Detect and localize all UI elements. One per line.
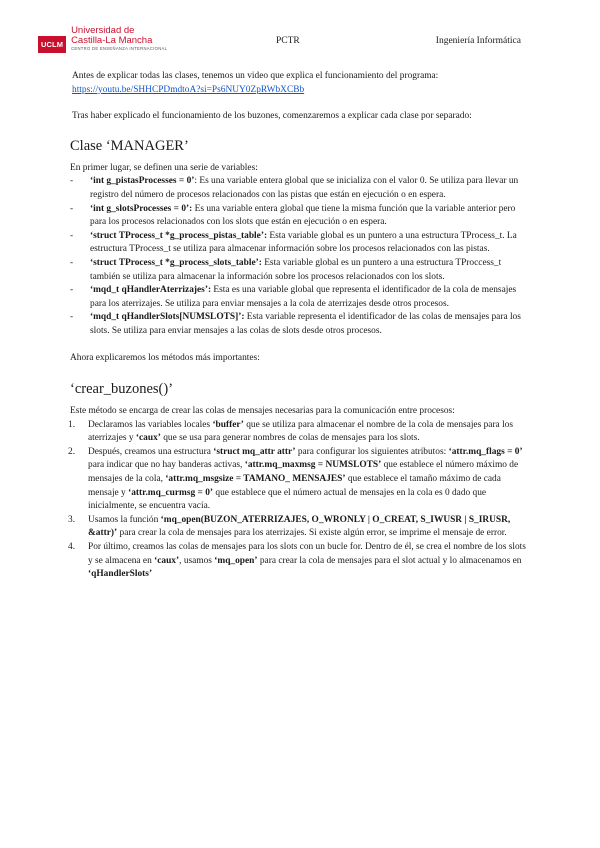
list-item: 4. Por último, creamos las colas de mensajes para los slots con un bucle for. Dentro de él, se crea el nombre de los slots y se almacena en ‘caux’, usamos ‘mq_open’ para crear la cola de mensajes para el slot actual y lo almacenamos en ‘qHandlerSlots’ xyxy=(68,542,526,580)
list-item: - ‘int g_slotsProcesses = 0’: Es una variable entera global que tiene la misma función que la variable anterior pero para los procesos relacionados con los slots que están en ejecución o en espera. xyxy=(54,203,528,230)
university-logo xyxy=(38,26,167,53)
list-item: - ‘struct TProcess_t *g_process_slots_table’: Esta variable global es un puntero a una estructura TProccess_t también se utiliza para almacenar la información sobre los procesos relacionados con los slots. xyxy=(54,257,528,284)
logo-line-2: Castilla-La Mancha xyxy=(71,34,153,46)
intro-paragraph-2: Tras haber explicado el funcionamiento de los buzones, comenzaremos a explicar cada clase por separado: xyxy=(72,111,472,122)
logo-line-1: Universidad de xyxy=(71,25,135,36)
logo-line-3: CENTRO DE ENSEÑANZA INTERNACIONAL xyxy=(71,45,168,51)
list-item: - ‘mqd_t qHandlerAterrizajes’: Esta es una variable global que representa el identificador de la cola de mensajes para los aterrizajes. Se utiliza para enviar mensajes a la cola de aterrizajes desde otros procesos. xyxy=(54,284,528,311)
section-title-manager: Clase ‘MANAGER’ xyxy=(70,137,189,154)
intro-text: Antes de explicar todas las clases, tenemos un video que explica el funcionamiento del programa: xyxy=(72,71,439,81)
video-link[interactable]: https://youtu.be/SHHCPDmdtoA?si=Ps6NUY0ZpRWbXCBb xyxy=(72,84,305,95)
logo-text xyxy=(71,26,167,51)
variables-intro: En primer lugar, se definen una serie de variables: xyxy=(70,162,258,173)
crear-intro: Este método se encarga de crear las colas de mensajes necesarias para la comunicación entre procesos: xyxy=(70,406,455,417)
list-item: - ‘struct TProcess_t *g_process_pistas_table’: Esta variable global es un puntero a una estructura TProcess_t. La estructura TProcess_t se utiliza para almacenar información sobre los procesos relacionados con las pistas. xyxy=(54,230,528,257)
intro-paragraph xyxy=(72,70,528,97)
list-item: 1. Declaramos las variables locales ‘buffer’ que se utiliza para almacenar el nombre de la cola de mensajes para los aterrizajes y ‘caux’ que se usa para generar nombres de colas de mensajes para los slots. xyxy=(68,419,514,444)
list-item: 2. Después, creamos una estructura ‘struct mq_attr attr’ para configurar los siguientes atributos: ‘attr.mq_flags = 0’ para indicar que no hay banderas activas, ‘attr.mq_maxmsg = NUMSLOTS’ que establece el número máximo de mensajes de la cola, ‘attr.mq_msgsize = TAMANO_ MENSAJES’ que establece el tamaño máximo de cada mensaje y ‘attr.mq_curmsg = 0’ que establece que el número actual de mensajes en la cola es 0 dado que inicialmente, se encuentra vacía. xyxy=(68,446,523,512)
page-header xyxy=(0,26,600,60)
list-item: 3. Usamos la función ‘mq_open(BUZON_ATERRIZAJES, O_WRONLY | O_CREAT, S_IWUSR | S_IRUSR, &attr)’ para crear la cola de mensajes para los aterrizajes. Si existe algún error, se imprime el mensaje de error. xyxy=(68,514,511,539)
document-body xyxy=(68,70,528,582)
variables-list xyxy=(72,175,528,338)
list-item: - ‘mqd_t qHandlerSlots[NUMSLOTS]’: Esta variable representa el identificador de las colas de mensajes para los slots. Se utiliza para enviar mensajes a las colas de slots desde otros procesos. xyxy=(54,311,528,338)
list-item: - ‘int g_pistasProcesses = 0’: Es una variable entera global que se inicializa con el valor 0. Se utiliza para llevar un registro del número de procesos relacionados con las pistas que están en ejecución o en espera. xyxy=(54,175,528,202)
methods-intro: Ahora explicaremos los métodos más importantes: xyxy=(70,352,260,363)
steps-list xyxy=(68,419,528,582)
header-degree: Ingeniería Informática xyxy=(435,36,521,46)
section-title-crear-buzones: ‘crear_buzones()’ xyxy=(70,381,174,398)
logo-mark: UCLM xyxy=(38,36,66,53)
header-course: PCTR xyxy=(276,36,300,46)
